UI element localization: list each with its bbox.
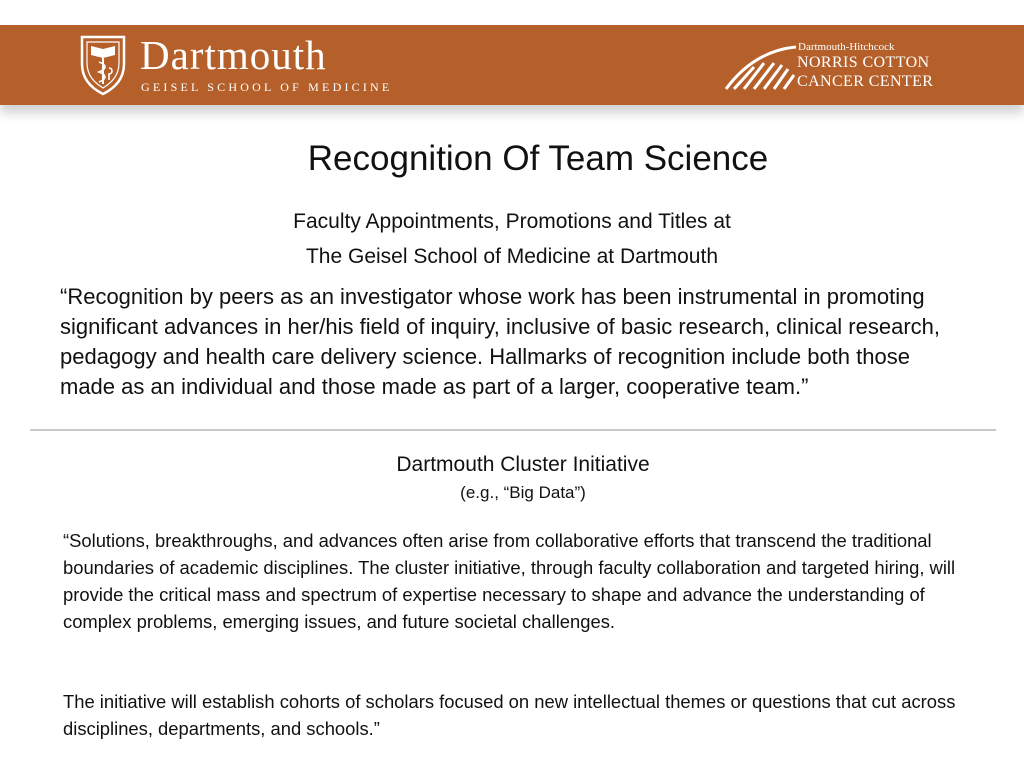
slide-title: Recognition Of Team Science [307, 139, 769, 178]
institution-subtitle: GEISEL SCHOOL OF MEDICINE [141, 80, 393, 94]
shield-crest-icon [79, 34, 127, 96]
section-divider [30, 429, 996, 431]
institution-name: Dartmouth [140, 32, 327, 78]
partner-name-line1: NORRIS COTTON [797, 54, 930, 71]
subtitle-line2: The Geisel School of Medicine at Dartmouth [305, 245, 719, 268]
faculty-recognition-quote: “Recognition by peers as an investigator whose work has been instrumental in promoting significant advances in her/his field of inquiry, inclusive of basic research, clinical research, pedagogy and health care delivery science. Hallmarks of recognition include both those made as an individual and those made as part of a larger, cooperative team.” [60, 284, 941, 399]
subtitle-line1: Faculty Appointments, Promotions and Titles at [293, 210, 731, 233]
partner-parent-name: Dartmouth-Hitchcock [798, 41, 895, 53]
partner-name-line2: CANCER CENTER [797, 73, 934, 90]
cluster-quote-paragraph1: “Solutions, breakthroughs, and advances often arise from collaborative efforts that transcend the traditional boundaries of academic disciplines. The cluster initiative, through faculty collaboration and targeted hiring, will provide the critical mass and spectrum of expertise necessary to shape and advance the understanding of complex problems, emerging issues, and future societal challenges. [63, 530, 956, 632]
cluster-quote-paragraph2: The initiative will establish cohorts of scholars focused on new intellectual themes or questions that cut across disciplines, departments, and schools.” [63, 691, 956, 739]
cluster-initiative-example: (e.g., “Big Data”) [460, 483, 586, 502]
cluster-initiative-title: Dartmouth Cluster Initiative [396, 453, 650, 476]
cancer-center-wing-icon [724, 43, 800, 93]
header-banner [0, 25, 1024, 105]
